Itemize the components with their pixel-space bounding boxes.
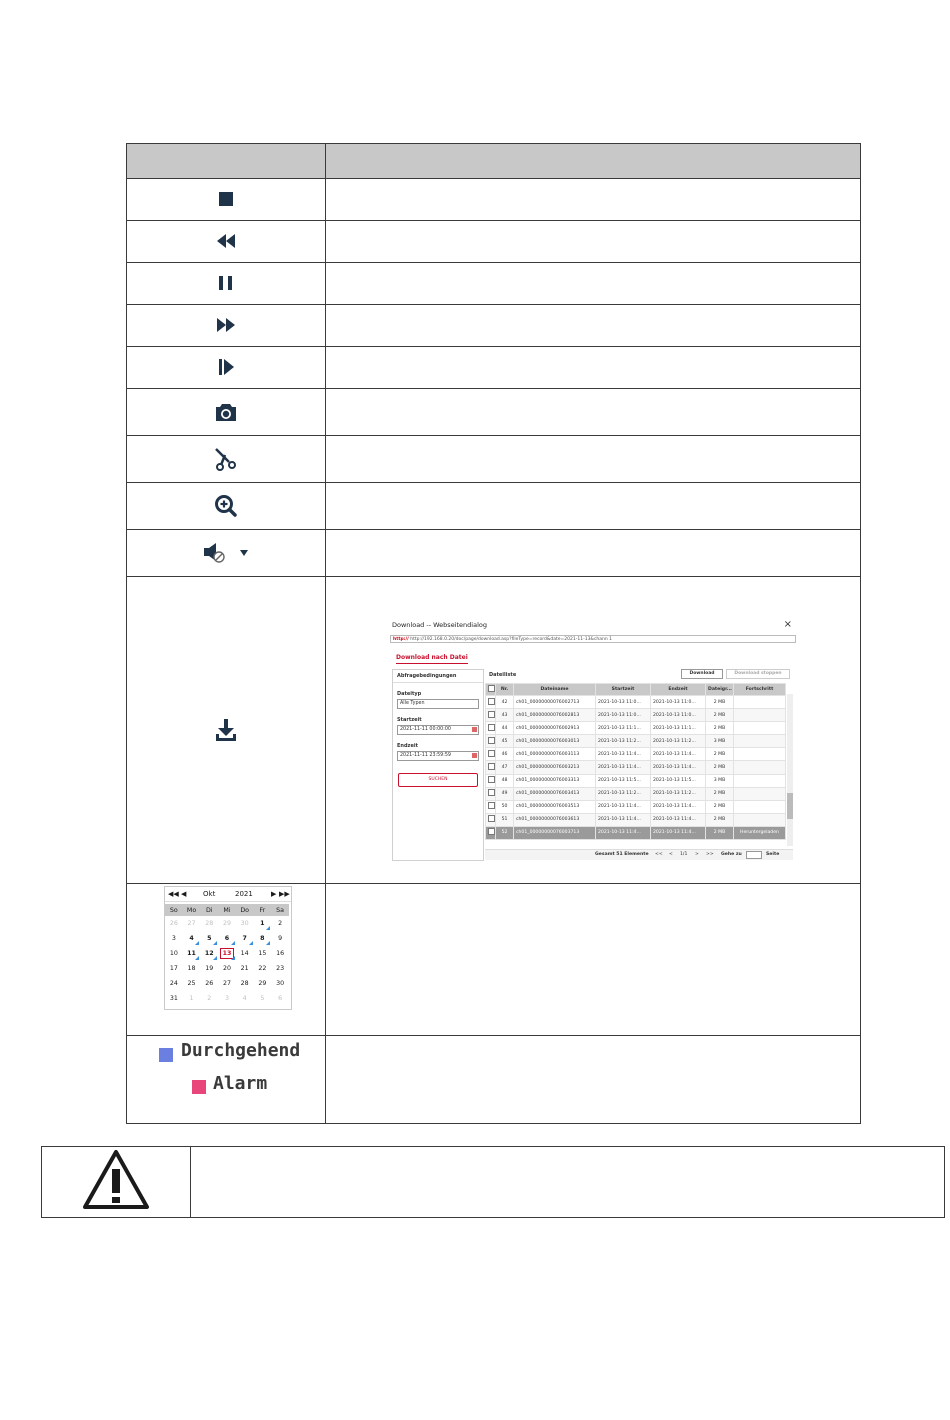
calendar-day-label: 21 (240, 965, 249, 972)
calendar-day[interactable] (218, 946, 236, 961)
file-cell: ch01_00000000076003613 (514, 813, 596, 826)
warning-box (41, 1146, 945, 1218)
start-time-field[interactable] (397, 725, 479, 735)
calendar-day[interactable] (165, 976, 183, 991)
col-nr[interactable]: Nr. (496, 684, 514, 696)
download-dialog-screenshot (388, 619, 798, 881)
file-row[interactable] (486, 722, 786, 735)
row-description (326, 347, 861, 389)
calendar-day[interactable] (271, 946, 289, 961)
prev-page-button[interactable]: < (669, 852, 673, 857)
legend-continuous: Durchgehend (181, 1040, 301, 1061)
legend-alarm: Alarm (213, 1073, 268, 1094)
calendar-day[interactable] (165, 916, 183, 931)
scrollbar-thumb[interactable] (787, 793, 793, 819)
query-panel-title: Abfragebedingungen (393, 670, 483, 683)
table-row (127, 577, 861, 884)
calendar-day-label: 12 (204, 950, 214, 957)
calendar-day[interactable] (183, 961, 201, 976)
calendar-day[interactable] (200, 976, 218, 991)
calendar-grid (165, 904, 289, 1006)
stop-icon[interactable] (218, 191, 234, 207)
calendar-day-label: 3 (171, 935, 176, 942)
file-cell: 2 MB (706, 696, 734, 709)
scrollbar[interactable] (787, 694, 793, 846)
file-cell: 49 (496, 787, 514, 800)
col-end[interactable]: Endzeit (651, 684, 706, 696)
file-cell (734, 813, 786, 826)
row-checkbox[interactable] (488, 711, 495, 718)
calendar-day[interactable] (200, 961, 218, 976)
table-header-row (127, 144, 861, 179)
calendar-day[interactable] (200, 991, 218, 1006)
url-prefix: http:// (393, 637, 409, 642)
row-description (326, 263, 861, 305)
calendar-day[interactable] (254, 946, 272, 961)
last-page-button[interactable]: >> (706, 852, 714, 857)
file-cell: 2021-10-13 11:5... (651, 774, 706, 787)
calendar-day[interactable] (218, 991, 236, 1006)
calendar-day[interactable] (271, 961, 289, 976)
file-cell: 2021-10-13 11:0... (596, 709, 651, 722)
frame-step-icon[interactable] (216, 358, 236, 376)
file-cell: 2 MB (706, 800, 734, 813)
table-row (127, 530, 861, 577)
prev-year-icon[interactable]: ◀◀ (168, 890, 179, 898)
file-cell: 2021-10-13 11:4... (596, 800, 651, 813)
calendar-day-label: 23 (276, 965, 285, 972)
warning-text (191, 1147, 945, 1218)
download-by-file-tab[interactable]: Download nach Datei (396, 654, 468, 664)
page-word: Seite (766, 852, 780, 857)
calendar-day-label: 10 (169, 950, 178, 957)
fast-forward-icon[interactable] (215, 317, 237, 333)
file-cell: 2021-10-13 11:4... (596, 748, 651, 761)
end-time-value: 2021-11-11 23:59:59 (400, 753, 451, 758)
file-row[interactable] (486, 735, 786, 748)
file-cell: 2021-10-13 11:4... (596, 813, 651, 826)
table-row (127, 263, 861, 305)
calendar-day-label: 7 (242, 935, 247, 942)
file-cell: ch01_00000000076003413 (514, 787, 596, 800)
calendar-icon[interactable] (472, 727, 477, 732)
warning-triangle-icon (82, 1149, 150, 1211)
pause-icon[interactable] (217, 275, 235, 291)
calendar-day-label: 22 (258, 965, 267, 972)
file-cell: 46 (496, 748, 514, 761)
calendar-day-label: 30 (276, 980, 285, 987)
calendar-weekday: So (165, 904, 183, 916)
file-row[interactable] (486, 709, 786, 722)
calendar-day-label: 14 (240, 950, 249, 957)
calendar-day-label: 25 (187, 980, 196, 987)
table-row (127, 221, 861, 263)
stop-download-button[interactable]: Download stoppen (726, 669, 790, 679)
file-cell (734, 800, 786, 813)
calendar-day-label: 27 (222, 980, 231, 987)
file-cell: 2021-10-13 11:4... (651, 813, 706, 826)
calendar-icon[interactable] (472, 753, 477, 758)
file-row[interactable] (486, 813, 786, 826)
file-row[interactable] (486, 696, 786, 709)
file-cell: 2021-10-13 11:4... (651, 826, 706, 839)
file-cell: 42 (496, 696, 514, 709)
file-cell: 2021-10-13 11:1... (651, 722, 706, 735)
file-cell: 2 MB (706, 826, 734, 839)
file-cell: 2021-10-13 11:5... (596, 774, 651, 787)
calendar-day[interactable] (254, 961, 272, 976)
start-label: Startzeit (397, 717, 422, 723)
row-checkbox[interactable] (488, 802, 495, 809)
row-description (326, 221, 861, 263)
calendar-year: 2021 (235, 890, 253, 898)
file-cell: ch01_00000000076003113 (514, 748, 596, 761)
calendar-day[interactable] (236, 946, 254, 961)
file-cell: 48 (496, 774, 514, 787)
calendar-weekday: Mi (218, 904, 236, 916)
col-size[interactable]: Dateigr... (706, 684, 734, 696)
file-cell: 2 MB (706, 709, 734, 722)
col-filename[interactable]: Dateiname (514, 684, 596, 696)
download-icon[interactable] (213, 717, 239, 743)
table-row (127, 436, 861, 483)
calendar-weekday: Di (200, 904, 218, 916)
file-cell (734, 696, 786, 709)
row-description (326, 436, 861, 483)
calendar-day[interactable] (218, 961, 236, 976)
table-row (127, 179, 861, 221)
row-description (326, 389, 861, 436)
calendar-day-label: 8 (260, 935, 265, 942)
file-cell: 2021-10-13 11:4... (651, 748, 706, 761)
calendar-day[interactable] (218, 916, 236, 931)
alarm-color-swatch (192, 1080, 206, 1094)
table-row (127, 1036, 861, 1124)
calendar-day[interactable] (271, 931, 289, 946)
row-description (326, 483, 861, 530)
file-cell: 50 (496, 800, 514, 813)
calendar-day[interactable] (165, 991, 183, 1006)
calendar-day[interactable] (236, 976, 254, 991)
calendar-day[interactable] (271, 976, 289, 991)
file-cell: 2021-10-13 11:4... (596, 761, 651, 774)
row-checkbox[interactable] (488, 776, 495, 783)
file-cell: 2021-10-13 11:4... (596, 826, 651, 839)
calendar-day[interactable] (271, 991, 289, 1006)
table-row (127, 389, 861, 436)
col-start[interactable]: Startzeit (596, 684, 651, 696)
file-cell: 2021-10-13 11:4... (651, 800, 706, 813)
calendar-day[interactable] (218, 931, 236, 946)
calendar-day[interactable] (165, 931, 183, 946)
controls-table (126, 143, 861, 1124)
speaker-mute-icon[interactable] (202, 542, 228, 564)
calendar-day-label: 4 (242, 995, 247, 1002)
row-checkbox[interactable] (488, 828, 495, 835)
calendar-day-label: 19 (205, 965, 214, 972)
file-cell: ch01_00000000076002913 (514, 722, 596, 735)
calendar-day[interactable] (200, 946, 218, 961)
calendar-day-label: 26 (169, 920, 178, 927)
file-cell: 2 MB (706, 787, 734, 800)
calendar-day-label: 5 (207, 935, 212, 942)
page-indicator: 1/1 (680, 852, 688, 857)
file-cell (734, 735, 786, 748)
file-cell: 52 (496, 826, 514, 839)
calendar-day[interactable] (183, 991, 201, 1006)
file-cell: ch01_00000000076003713 (514, 826, 596, 839)
file-cell: 45 (496, 735, 514, 748)
row-checkbox[interactable] (488, 724, 495, 731)
continuous-color-swatch (159, 1048, 173, 1062)
calendar-day[interactable] (236, 916, 254, 931)
filetype-value: Alle Typen (400, 701, 425, 706)
file-cell: 51 (496, 813, 514, 826)
chevron-down-icon[interactable] (238, 548, 250, 558)
calendar-day[interactable] (236, 961, 254, 976)
file-cell: 2021-10-13 11:0... (651, 696, 706, 709)
calendar-month: Okt (203, 890, 216, 898)
url-text: http://192.168.0.20/doc/page/download.asp?fileType=record&date=2021-11-13&chann 1 (410, 637, 613, 642)
select-all-checkbox[interactable] (488, 685, 495, 692)
url-bar (390, 635, 796, 643)
file-cell: ch01_00000000076002713 (514, 696, 596, 709)
goto-page-input[interactable] (746, 851, 762, 859)
file-row[interactable] (486, 761, 786, 774)
camera-icon[interactable] (214, 402, 238, 422)
file-cell (734, 787, 786, 800)
calendar-day-label: 5 (260, 995, 265, 1002)
start-time-value: 2021-11-11 00:00:00 (400, 727, 451, 732)
row-checkbox[interactable] (488, 737, 495, 744)
calendar-day-label: 2 (207, 995, 212, 1002)
table-row (127, 305, 861, 347)
goto-label: Gehe zu (721, 852, 742, 857)
table-row (127, 483, 861, 530)
calendar-day-label: 16 (276, 950, 285, 957)
file-cell: ch01_00000000076003313 (514, 774, 596, 787)
dialog-title: Download -- Webseitendialog (392, 621, 487, 629)
file-cell: ch01_00000000076003513 (514, 800, 596, 813)
file-cell (734, 774, 786, 787)
calendar-day-label: 6 (278, 995, 283, 1002)
file-cell (734, 709, 786, 722)
calendar-day-label: 13 (220, 948, 235, 959)
next-month-icon[interactable]: ▶ (271, 890, 277, 898)
calendar-day[interactable] (183, 976, 201, 991)
calendar-day[interactable] (165, 961, 183, 976)
calendar-day-label: 18 (187, 965, 196, 972)
rewind-icon[interactable] (215, 233, 237, 249)
file-cell: 2021-10-13 11:0... (596, 696, 651, 709)
file-cell (734, 722, 786, 735)
calendar-day[interactable] (200, 916, 218, 931)
file-row[interactable] (486, 774, 786, 787)
calendar-day-label: 11 (187, 950, 196, 957)
file-cell: ch01_00000000076003013 (514, 735, 596, 748)
file-row[interactable] (486, 800, 786, 813)
row-description (326, 305, 861, 347)
calendar-day-label: 26 (205, 980, 214, 987)
file-row[interactable] (486, 826, 786, 839)
calendar-weekday: Fr (254, 904, 272, 916)
col-progress[interactable]: Fortschritt (734, 684, 786, 696)
calendar-weekday: Do (236, 904, 254, 916)
file-cell: Heruntergeladen (734, 826, 786, 839)
calendar-weekday: Mo (183, 904, 201, 916)
calendar-day[interactable] (236, 931, 254, 946)
file-cell: 2021-10-13 11:2... (596, 787, 651, 800)
file-cell: 3 MB (706, 774, 734, 787)
file-list-panel (485, 669, 793, 859)
file-cell (734, 761, 786, 774)
table-row (127, 347, 861, 389)
file-cell: 2021-10-13 11:1... (596, 722, 651, 735)
file-table (485, 683, 786, 840)
scissors-icon[interactable] (213, 446, 239, 472)
table-row (127, 884, 861, 1036)
first-page-button[interactable]: << (655, 852, 663, 857)
file-cell: ch01_00000000076003213 (514, 761, 596, 774)
calendar-day-label: 15 (258, 950, 267, 957)
calendar-day-label: 28 (205, 920, 214, 927)
calendar-day-label: 1 (260, 920, 265, 927)
calendar-day[interactable] (236, 991, 254, 1006)
filetype-label: Dateityp (397, 691, 422, 697)
row-checkbox[interactable] (488, 698, 495, 705)
calendar-weekday: Sa (271, 904, 289, 916)
query-panel (392, 669, 484, 861)
row-checkbox[interactable] (488, 763, 495, 770)
row-checkbox[interactable] (488, 750, 495, 757)
prev-month-icon[interactable]: ◀ (181, 890, 187, 898)
file-cell: 43 (496, 709, 514, 722)
pager (485, 849, 793, 860)
file-cell: 2021-10-13 11:2... (651, 787, 706, 800)
file-cell: 3 MB (706, 735, 734, 748)
calendar-day-label: 28 (240, 980, 249, 987)
calendar-day[interactable] (218, 976, 236, 991)
calendar-day-label: 29 (258, 980, 267, 987)
file-row[interactable] (486, 748, 786, 761)
calendar-day[interactable] (254, 916, 272, 931)
row-description (326, 530, 861, 577)
calendar-day-label: 30 (240, 920, 249, 927)
next-year-icon[interactable]: ▶▶ (279, 890, 290, 898)
close-icon[interactable]: × (783, 619, 792, 630)
calendar-day-label: 9 (278, 935, 283, 942)
file-cell: 2 MB (706, 813, 734, 826)
calendar-day-label: 29 (222, 920, 231, 927)
recording-legend (127, 1036, 325, 1116)
file-cell (734, 748, 786, 761)
header-desc-col (326, 144, 861, 179)
calendar-day-label: 31 (169, 995, 178, 1002)
calendar-day[interactable] (271, 916, 289, 931)
calendar-day-label: 1 (189, 995, 194, 1002)
file-cell: 47 (496, 761, 514, 774)
filetype-select[interactable] (397, 699, 479, 709)
file-list-title: Dateiliste (489, 672, 517, 678)
calendar-day[interactable] (183, 916, 201, 931)
zoom-in-icon[interactable] (214, 494, 238, 518)
row-description (326, 1036, 861, 1124)
calendar-day-label: 20 (222, 965, 231, 972)
calendar-day[interactable] (254, 991, 272, 1006)
calendar-day-label: 24 (169, 980, 178, 987)
row-checkbox[interactable] (488, 815, 495, 822)
calendar-day[interactable] (183, 946, 201, 961)
file-cell: 2 MB (706, 761, 734, 774)
search-button[interactable]: SUCHEN (398, 773, 478, 787)
calendar-day[interactable] (165, 946, 183, 961)
row-description (326, 179, 861, 221)
file-cell: 2021-10-13 11:4... (651, 761, 706, 774)
calendar-day-label: 6 (224, 935, 230, 942)
row-checkbox[interactable] (488, 789, 495, 796)
end-time-field[interactable] (397, 751, 479, 761)
file-table-header (486, 684, 786, 696)
row-description (326, 884, 861, 1036)
file-cell: 2 MB (706, 748, 734, 761)
file-cell: 44 (496, 722, 514, 735)
calendar-day-label: 17 (169, 965, 178, 972)
total-count: Gesamt 51 Elemente (595, 852, 649, 857)
next-page-button[interactable]: > (695, 852, 699, 857)
calendar-day[interactable] (200, 931, 218, 946)
calendar-day-label: 2 (278, 920, 283, 927)
file-cell: 2021-10-13 11:2... (596, 735, 651, 748)
end-label: Endzeit (397, 743, 418, 749)
file-row[interactable] (486, 787, 786, 800)
calendar-widget (164, 886, 292, 1010)
calendar-day-label: 3 (224, 995, 229, 1002)
file-cell: 2021-10-13 11:0... (651, 709, 706, 722)
calendar-day[interactable] (254, 931, 272, 946)
header-icon-col (127, 144, 326, 179)
file-cell: ch01_00000000076002813 (514, 709, 596, 722)
calendar-day[interactable] (183, 931, 201, 946)
file-cell: 2 MB (706, 722, 734, 735)
calendar-day-label: 27 (187, 920, 196, 927)
calendar-day[interactable] (254, 976, 272, 991)
calendar-day-label: 4 (189, 935, 194, 942)
download-button[interactable]: Download (681, 669, 723, 679)
file-cell: 2021-10-13 11:2... (651, 735, 706, 748)
